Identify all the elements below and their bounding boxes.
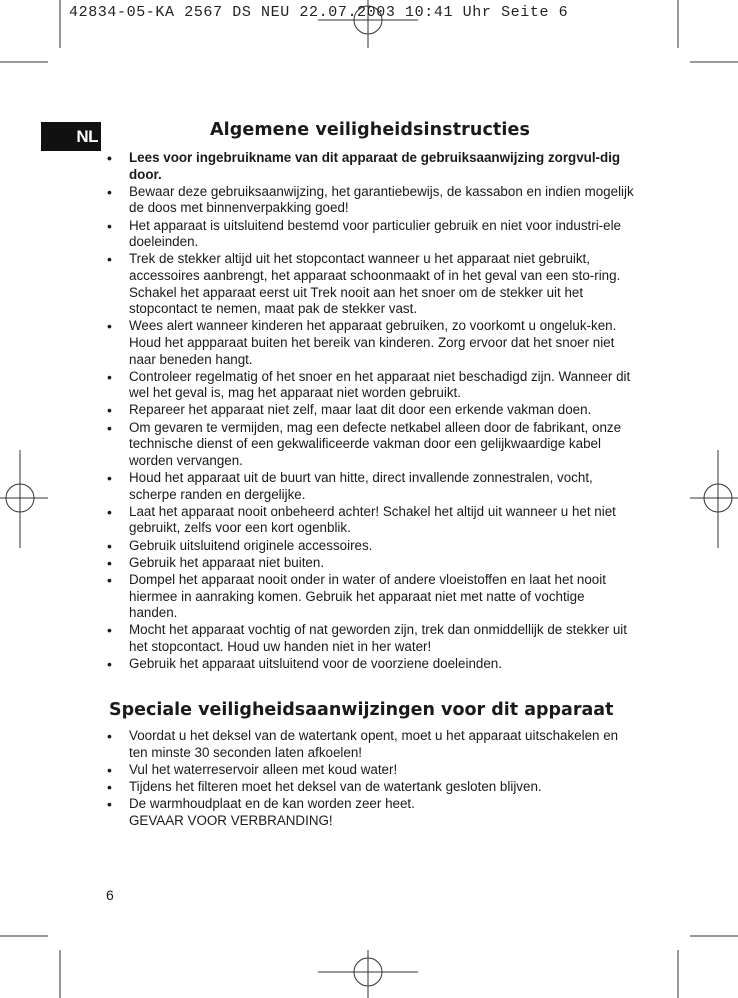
list-item-line: De warmhoudplaat en de kan worden zeer heet. (129, 796, 415, 812)
list-item: • Repareer het apparaat niet zelf, maar laat dit door een erkende vakman doen. (106, 402, 634, 419)
list-item: • Trek de stekker altijd uit het stopcontact wanneer u het apparaat niet gebruikt, accessoires aanbrengt, het apparaat schoonmaakt of in het geval van een sto-ring. Schakel het apparaat eerst uit Trek nooit aan het snoer om de stekker uit het stopcontact te nemen, maat pak de stekker vast. (106, 251, 634, 317)
print-slug-line: 42834-05-KA 2567 DS NEU 22.07.2003 10:41 Uhr Seite 6 (69, 4, 569, 21)
section-title-general-safety: Algemene veiligheidsinstructies (210, 120, 530, 140)
list-item: • Wees alert wanneer kinderen het apparaat gebruiken, zo voorkomt u ongeluk-ken. Houd het appparaat buiten het bereik van kinderen. Zorg ervoor dat het snoer niet naar beneden hangt. (106, 318, 634, 368)
list-item: • Vul het waterreservoir alleen met koud water! (106, 762, 634, 779)
list-item: • Dompel het apparaat nooit onder in water of andere vloeistoffen en laat het nooit hiermee in aanraking komen. Gebruik het apparaat niet met natte of vochtige handen. (106, 572, 634, 622)
list-item: • Bewaar deze gebruiksaanwijzing, het garantiebewijs, de kassabon en indien mogelijk de doos met binnenverpakking goed! (106, 184, 634, 217)
page-number: 6 (106, 887, 114, 903)
list-item: • Mocht het apparaat vochtig of nat geworden zijn, trek dan onmiddellijk de stekker uit het stopcontact. Houd uw handen niet in her water! (106, 622, 634, 655)
special-safety-list (106, 728, 634, 830)
list-item: • Gebruik het apparaat uitsluitend voor de voorziene doeleinden. (106, 656, 634, 673)
list-item: • Om gevaren te vermijden, mag een defecte netkabel alleen door de fabrikant, onze technische dienst of een gekwalificeerde vakman door een gelijkwaardige kabel worden vervangen. (106, 420, 634, 470)
list-item (106, 796, 634, 829)
language-tab: NL (41, 122, 101, 151)
list-item: • Tijdens het filteren moet het deksel van de watertank gesloten blijven. (106, 779, 634, 796)
general-safety-list (106, 150, 634, 673)
registration-target-right-icon (690, 450, 738, 548)
list-item: • Controleer regelmatig of het snoer en het apparaat niet beschadigd zijn. Wanneer dit wel het geval is, mag het apparaat niet worden gebruikt. (106, 369, 634, 402)
list-item: • Laat het apparaat nooit onbeheerd achter! Schakel het altijd uit wanneer u het niet gebruikt, zelfs voor een kort ogenblik. (106, 504, 634, 537)
registration-target-bottom-icon (318, 950, 418, 998)
list-item: • Het apparaat is uitsluitend bestemd voor particulier gebruik en niet voor industri-ele doeleinden. (106, 218, 634, 251)
warning-text: GEVAAR VOOR VERBRANDING! (129, 812, 333, 828)
section-title-special-safety: Speciale veiligheidsaanwijzingen voor dit apparaat (109, 700, 614, 720)
list-item: • Gebruik uitsluitend originele accessoires. (106, 538, 634, 555)
list-item: • Voordat u het deksel van de watertank opent, moet u het apparaat uitschakelen en ten minste 30 seconden laten afkoelen! (106, 728, 634, 761)
list-item: • Lees voor ingebruikname van dit apparaat de gebruiksaanwijzing zorgvul-dig door. (106, 150, 634, 183)
registration-target-left-icon (0, 450, 48, 548)
list-item: • Houd het apparaat uit de buurt van hitte, direct invallende zonnestralen, vocht, scherpe randen en dergelijke. (106, 470, 634, 503)
list-item: • Gebruik het apparaat niet buiten. (106, 555, 634, 572)
